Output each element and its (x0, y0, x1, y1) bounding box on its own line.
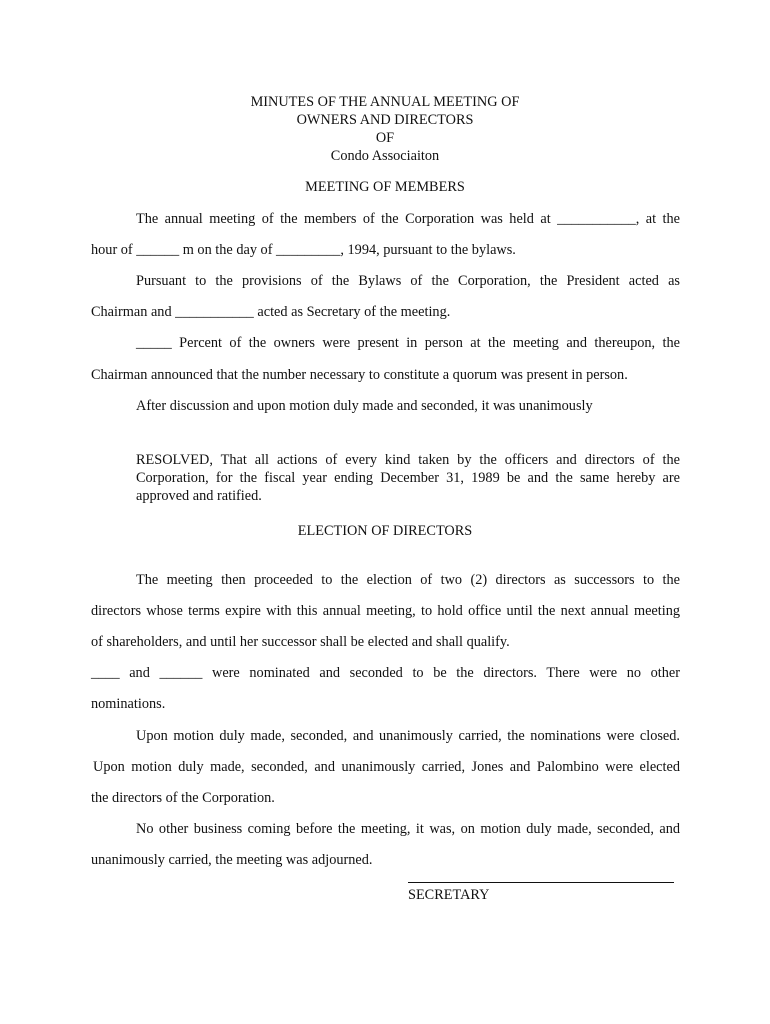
association-name: Condo Associaiton (330, 148, 440, 164)
title-line-2: OWNERS AND DIRECTORS (296, 112, 474, 128)
members-heading: MEETING OF MEMBERS (305, 179, 465, 195)
directors-p4-line1: Upon motion duly made, seconded, and unanimously carried, Jones and Palombino were elected (93, 759, 680, 775)
title-line-3: OF (375, 130, 395, 146)
members-p2-line2: Chairman and ___________ acted as Secretary of the meeting. (91, 304, 451, 320)
directors-heading: ELECTION OF DIRECTORS (297, 523, 473, 539)
title-line-1: MINUTES OF THE ANNUAL MEETING OF (250, 94, 520, 110)
directors-p5-line2: unanimously carried, the meeting was adjourned. (91, 852, 373, 868)
directors-p2-line1: ____ and ______ were nominated and seconded to be the directors. There were no other (91, 665, 680, 681)
directors-p5-line1: No other business coming before the meeting, it was, on motion duly made, seconded, and (136, 821, 680, 837)
members-p4-line1: After discussion and upon motion duly made and seconded, it was unanimously (136, 398, 593, 414)
members-p3-line1: _____ Percent of the owners were present in person at the meeting and thereupon, the (136, 335, 680, 351)
resolution-line-1: RESOLVED, That all actions of every kind taken by the officers and directors of the (136, 452, 680, 468)
directors-p3-line1: Upon motion duly made, seconded, and unanimously carried, the nominations were closed. (136, 728, 680, 744)
directors-p4-line2: the directors of the Corporation. (91, 790, 275, 806)
resolution-line-2: Corporation, for the fiscal year ending December 31, 1989 be and the same hereby are (136, 470, 680, 486)
members-p3-line2: Chairman announced that the number necessary to constitute a quorum was present in person. (91, 367, 628, 383)
members-p2-line1: Pursuant to the provisions of the Bylaws of the Corporation, the President acted as (136, 273, 680, 289)
directors-p1-line1: The meeting then proceeded to the election of two (2) directors as successors to the (136, 572, 680, 588)
directors-p1-line2: directors whose terms expire with this annual meeting, to hold office until the next annual meeting (91, 603, 680, 619)
members-p1-line2: hour of ______ m on the day of _________, 1994, pursuant to the bylaws. (91, 242, 516, 258)
resolution-line-3: approved and ratified. (136, 488, 262, 504)
secretary-label: SECRETARY (408, 887, 490, 903)
members-p1-line1: The annual meeting of the members of the Corporation was held at ___________, at the (136, 211, 680, 227)
signature-line (408, 882, 674, 883)
directors-p1-line3: of shareholders, and until her successor shall be elected and shall qualify. (91, 634, 510, 650)
directors-p2-line2: nominations. (91, 696, 166, 712)
